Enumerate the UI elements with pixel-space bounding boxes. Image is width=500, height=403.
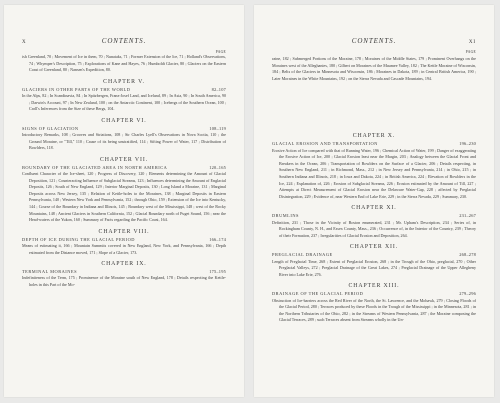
chapter-page-range: 166–174 (209, 236, 226, 242)
chapter-description: Indefiniteness of the Term, 175 ; Prominence of the Moraine south of New England, 178 ; Details respecting the Kettle-holes in this Part of the Mo- (22, 275, 226, 287)
chapter-entry (22, 261, 226, 288)
chapter-page-range: 279–296 (459, 291, 476, 297)
chapter-description: Means of estimating it, 166 ; Mountain Summits covered in New England, New York, and Pennsylvania, 166 ; Depth estimated from the Distance moved, 171 ; Slope of a Glacier, 173. (22, 242, 226, 255)
chapter-number: CHAPTER IX. (101, 261, 147, 268)
chapter-description: Obstruction of Ice-barriers across the Red River of the North, the St. Lawrence, and the Mohawk, 279 ; Closing Floods of the Glacial Period, 280 ; Terraces produced by these Floods in the Trough of the Mississippi ; in the Minnesota, 281 ; in the Northern Tributaries of the Ohio, 282 ; in the Streams of Western Pennsylvania, 287 ; the Moraine composing the Glacial Terraces, 289 ; such Terraces absent from Streams wholly in the Un- (272, 297, 476, 323)
intro-paragraph: ish Greenland, 70 ; Movement of Ice in them, 70 ; Nunataks, 71 ; Former Extension of the Ice, 71 ; Holland's Observations, 74 ; Whymper's Description, 75 ; Explorations of Kane and Hayes, 76 ; Humboldt Glacier, 80 ; Glaciers on the Eastern Coast of Greenland, 80 ; Nansen's Expedition, 80. (22, 54, 226, 73)
running-head-title: CONTENTS. (101, 37, 147, 45)
chapter-page-range: 108–119 (209, 125, 226, 131)
chapter-title: GLACIAL EROSION AND TRANSPORTATION (272, 141, 378, 147)
chapter-entry (272, 133, 476, 200)
chapter-page-range: 120–165 (209, 164, 226, 170)
chapter-number: CHAPTER XII. (349, 244, 399, 251)
chapter-title: GLACIERS IN OTHER PARTS OF THE WORLD (22, 86, 131, 92)
chapter-number: CHAPTER X. (352, 133, 396, 140)
chapter-entry (272, 283, 476, 324)
chapter-title: DRUMLINS (272, 213, 299, 219)
chapter-description: In the Alps, 82 ; In Scandinavia, 84 ; In Spitzbergen, Franz-Josef Land, and Iceland, 89 ; In Asia, 90 ; In South America, 90 ; Darwin's Account, 97 ; In New Zealand, 100 ; on the Antarctic Continent, 100 ; Icebergs of the Southern Ocean, 100 ; Croll's Inferences from the Size of these Bergs, 104. (22, 92, 226, 112)
chapter-page-range: 175–195 (209, 269, 226, 275)
chapter-title: TERMINAL MORAINES (22, 269, 78, 275)
chapter-description: Confluent Character of the Ice-sheet, 120 ; Progress of Discovery, 120 ; Elements determining the Amount of Glacial Deposition, 121 ; Counteracting Influence of Subglacial Streams, 123 ; Influences determining the Amount of Englacial Deposits, 126 ; South of New England, 129 ; Interior Marginal Deposits, 130 ; Long Island a Moraine, 131 ; Marginal Deposits across New Jersey, 135 ; Relation of Kettle-holes to the Moraines, 138 ; Marginal Deposits in Eastern Pennsylvania, 140 ; Western New York and Pennsylvania, 152 ; through Ohio, 159 ; Extension of the Ice into Kentucky, 144 ; Course of the Boundary in Indiana and Illinois, 145 ; Boundary west of the Mississippi, 148 ; west of the Rocky Mountains, 148 ; Ancient Glaciers in Southern California, 152 ; Glacial Boundary north of Puget Sound, 156 ; near the Head-waters of the Yukon, 160 ; Summary of Facts regarding the Pacific Coast, 164. (22, 170, 226, 223)
running-head-title: CONTENTS. (351, 37, 397, 45)
chapter-title: DRAINAGE OF THE GLACIAL PERIOD (272, 291, 364, 297)
chapter-entry (22, 229, 226, 256)
chapter-number: CHAPTER VI. (101, 117, 147, 124)
chapter-number: CHAPTER VII. (99, 156, 149, 163)
chapter-page-range: 82–107 (211, 86, 226, 92)
right-page (254, 5, 494, 397)
chapter-page-range: 196–230 (459, 141, 476, 147)
page-number: xi (468, 37, 476, 45)
chapter-title: BOUNDARY OF THE GLACIATED AREA IN NORTH AMERICA (22, 164, 168, 170)
chapter-description: Definition, 231 ; Those in the Vicinity of Boston enumerated, 231 ; Mr. Upham's Description, 234 ; Series of, in Rockingham County, N. H., and Essex County, Mass., 236 ; Occurrence of, in the Interior of the Country, 239 ; Theory of their Formation, 237 ; Irregularities of Glacial Erosion and Deposition, 264. (272, 219, 476, 238)
chapter-entry (22, 79, 226, 113)
chapter-page-range: 231–267 (459, 213, 476, 219)
page-column-label: PAGE (465, 50, 476, 54)
page-number: x (22, 37, 27, 45)
running-head (272, 37, 476, 49)
chapter-entry (22, 118, 226, 152)
page-column-label: PAGE (215, 50, 226, 54)
spacer (272, 82, 476, 128)
chapter-number: CHAPTER XIII. (348, 283, 400, 290)
chapter-number: CHAPTER VIII. (98, 228, 150, 235)
chapter-number: CHAPTER XI. (351, 205, 397, 212)
chapter-title: DEPTH OF ICE DURING THE GLACIAL PERIOD (22, 236, 135, 242)
chapter-description: Introductory Remarks, 108 ; Grooves and Striations, 108 ; Sir Charles Lyell's Observations in Nova Scotia, 110 ; the Ground Moraine, or "Till," 110 ; Cause of its being unstratified, 114 ; Sifting Power of Water, 117 ; Distribution of Bowlders, 118. (22, 131, 226, 151)
chapter-title: SIGNS OF GLACIATION (22, 125, 79, 131)
intro-paragraph: raine, 182 ; Submerged Portions of the Moraine, 178 ; Moraines of the Middle States, 179 ; Prominent Overhangs on the Moraines west of the Alleghanies, 180 ; Gilbert on Moraines of the Maumee Valley, 182 ; The Kettle Moraine of Wisconsin, 184 ; Belts of the Glaciers in Minnesota and Wisconsin, 186 ; Moraines in Dakota, 189 ; in Central British America, 190 ; Later Moraines in the White Mountains, 192 ; on the Sierra Nevada and Cascade Mountains, 194. (272, 56, 476, 81)
chapter-entry (272, 205, 476, 239)
chapter-number: CHAPTER V. (103, 78, 145, 85)
chapter-description: Erosive Action of Ice compared with that of Running Water, 196 ; Chemical Action of Water, 199 ; Danger of exaggerating the Erosive Action of Ice, 200 ; Glacial Erosion least near the Margin, 203 ; Analogy between the Glacial Front and Breakers in the Ocean, 206 ; Transportation of Bowlders on the Surface of a Glacier, 206 ; Details respecting, in Southern New England, 211 ; in Richmond, Mass., 212 ; in New Jersey and Pennsylvania, 214 ; in Ohio, 215 ; in Southern Indiana and Illinois, 218 ; in Iowa and Dakota, 224 ; in British America, 224 ; Elevation of Bowlders in the Ice, 224 ; Explanation of, 226 ; Erosion of Subglacial Streams, 226 ; Erosion estimated by the Amount of Till, 227 ; Attempts at Direct Measurement of Glacial Erosion near the Delaware Water-Gap, 228 ; affected by Preglacial Disintegration, 229 ; Evidence of, near Western End of Lake Erie, 229 ; in the Sierra Nevada, 229 ; Summary, 230. (272, 147, 476, 199)
left-page (4, 5, 244, 397)
chapter-page-range: 268–278 (459, 252, 476, 258)
running-head (22, 37, 226, 49)
chapter-entry (22, 157, 226, 224)
chapter-entry (272, 244, 476, 278)
chapter-title: PREGLACIAL DRAINAGE (272, 252, 333, 258)
chapter-description: Length of Preglacial Time, 268 ; Extent of Preglacial Erosion, 268 ; in the Trough of the Ohio, preglacial, 270 ; Other Preglacial Valleys, 272 ; Preglacial Drainage of the Great Lakes, 274 ; Preglacial Drainage of the Upper Allegheny River into Lake Erie, 276. (272, 258, 476, 277)
